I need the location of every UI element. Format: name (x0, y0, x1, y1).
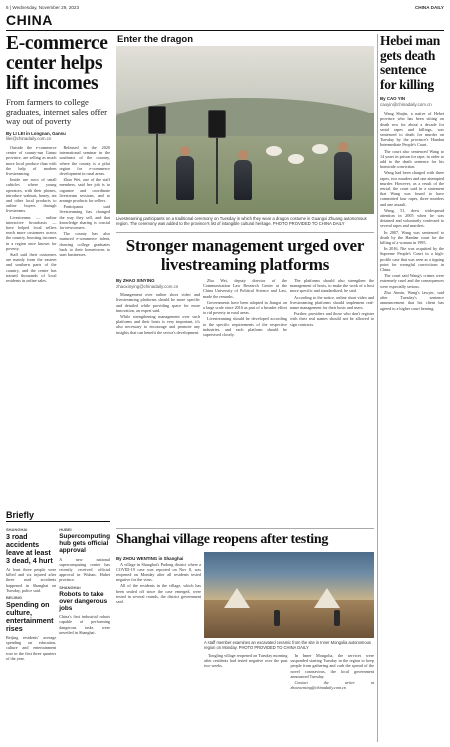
tripod-stand (156, 134, 158, 204)
brief-city: SHANGHAI (59, 584, 81, 590)
excavation-photo[interactable] (204, 552, 374, 638)
lead-paragraph: Livestreams — online interactive broadcasts — have helped local sellers reach more customers across the country, boosting incomes in a region once known for poverty. (6, 214, 57, 251)
lead-byline-email[interactable]: lilei@chinadaily.com.cn (6, 136, 52, 142)
lead-byline (6, 131, 110, 142)
shanghai-paragraph: Tongling village reopened on Tuesday morning after residents had tested negative over the past two weeks. (204, 653, 288, 669)
person-figure (234, 160, 252, 200)
hebei-story (380, 34, 444, 312)
lead-paragraph: Released in the 2020 international seminar in the southeast of the country, where the county is a pilot region for e-commerce development in rural areas. (59, 144, 110, 176)
hebei-headline[interactable]: Hebei man gets death sentence for killing (380, 33, 440, 92)
livestream-paragraph: According to the notice, online short video and livestreaming platforms should implement real-name management for their hosts and users. (290, 294, 374, 311)
livestream-paragraph: Management over online short video and livestreaming platforms should be more specific and detailed while providing space for more innovation, an expert said. (116, 292, 200, 313)
hebei-byline-email[interactable]: caoyin@chinadaily.com.cn (380, 101, 432, 107)
lead-paragraph: Inside are rows of small cubicles where young operators, with their phones, introduce walnuts, honey, tea and other local products to online buyers through livestreams. (6, 177, 57, 214)
lead-headline[interactable]: E-commerce center helps lift incomes (6, 33, 108, 94)
tent-shape (224, 588, 250, 608)
sheep-figure (312, 144, 328, 154)
brief-text: Beijing residents' average spending on education, culture and entertainment rose in the first three quarters of the year. (6, 635, 57, 661)
lead-story (6, 34, 110, 284)
paper-name: CHINA DAILY (414, 5, 444, 10)
shanghai-paragraph: All of the residents in the village, which has been sealed off since the case emerged, were tested in several rounds, the district government said. (116, 583, 201, 605)
lead-paragraph: Zhao Wei, one of the staff members, said her job is to organize and coordinate livestream sessions, and to arrange products for sellers. (59, 177, 110, 203)
hebei-paragraph: The court said Wang's crimes were extremely cruel and the consequences were especially serious. (380, 273, 444, 289)
brief-text: China's first industrial robots capable of performing dangerous tasks were unveiled in Shanghai. (59, 614, 110, 635)
person-figure (176, 156, 194, 200)
brief-headline[interactable]: 3 road accidents leave at least 3 dead, 4 hurt (6, 532, 53, 565)
briefly-section (6, 510, 110, 661)
hebei-paragraph: The court also sentenced Wang to 14 years in prison for rape, in order to add to the death sentence for his homicide conviction. (380, 148, 444, 170)
feature-photo[interactable] (116, 46, 374, 214)
divider (116, 528, 374, 529)
livestream-byline-name: By ZHAO XINYING (116, 278, 155, 283)
brief-city: BEIJING (6, 595, 23, 601)
feature-label: Enter the dragon (117, 34, 194, 45)
lead-paragraph: Participants said livestreaming has changed the way they sell, and that knowledge sharing is crucial for newcomers. (59, 204, 110, 231)
person-figure (334, 152, 352, 200)
shanghai-paragraph: In Inner Mongolia, the services were suspended starting Tuesday in the region to keep people from gathering and curb the spread of the novel coronavirus, the local government announced Tuesday. (290, 653, 374, 679)
hebei-byline-name: By CAO YIN (380, 96, 406, 101)
lead-paragraph: Staff said their customers are mainly from the eastern and southern parts of the country, and the center has trained thousands of local residents in online sales. (6, 252, 57, 284)
hebei-paragraph: In 2007, Wang was sentenced to death by the Handan court for the killing of a woman in 1995. (380, 229, 444, 246)
divider (116, 232, 374, 233)
tent-shape (314, 588, 340, 608)
livestream-paragraph: Zhu Wei, deputy director of the Communication Law Research Center at the China University of Political Science and Law, made the remarks. (203, 278, 287, 299)
livestream-headline[interactable]: Stronger management urged over livestreaming platforms (125, 236, 365, 274)
brief-text: At least three people were killed and six injured after three road accidents happened in Shanghai on Tuesday, police said. (6, 567, 57, 593)
shanghai-headline[interactable]: Shanghai village reopens after testing (116, 532, 329, 547)
lead-paragraph: Outside the e-commerce center of county-run Gansu province, are selling as much more local produce than with the help of modern livestreaming. (6, 144, 57, 176)
hebei-paragraph: Wang, 51, drew widespread attention in 2005 when he was detained and voluntarily confessed to several rapes and murders. (380, 207, 444, 229)
brief-headline[interactable]: Spending on culture, entertainment rises (6, 600, 54, 634)
livestream-byline (116, 278, 200, 289)
hebei-paragraph: Wang had been charged with three rapes, two murders and one attempted murder. However, as a result of the retrial, the court said in a statement that Wang was found to have committed four rapes, three murders and one assault. (380, 170, 444, 207)
phone-on-stand (148, 106, 166, 134)
brief-city: SHANGHAI (6, 527, 28, 532)
lead-subhead: From farmers to college graduates, internet sales offer way out of poverty (6, 97, 108, 127)
shanghai-paragraph: A village in Shanghai's Pudong district where a COVID-19 case was reported on Nov 8, was reopened on Monday after all residents tested negative for the virus. (116, 561, 201, 583)
feature-caption: Livestreaming participants on a traditional ceremony on Tuesday in which they wear a dragon costume in Guangxi Zhuang autonomous region. The ceremony was added to the province's list of intangible cultural heritage. PHOTO PROVIDED TO CHINA DAILY (116, 216, 367, 227)
briefly-title: Briefly (6, 510, 110, 522)
hebei-byline (380, 96, 444, 107)
tripod-stand (216, 134, 218, 204)
shanghai-byline: By ZHOU WENTING in Shanghai (116, 556, 184, 561)
hebei-body (380, 111, 444, 311)
phone-on-stand (208, 110, 226, 138)
livestream-byline-email[interactable]: zhaoxinying@chinadaily.com.cn (116, 283, 179, 289)
top-bar (6, 3, 444, 12)
brief-city: HUBEI (59, 527, 72, 532)
column-divider (377, 34, 378, 742)
person-figure (334, 610, 340, 626)
hebei-paragraph: Wang Shujin, a native of Hebei province who has been sitting on death row for about a decade for serial rapes and killings, was sentenced to death for murder on Tuesday by the province's Handan Intermediate People's Court. (380, 111, 444, 148)
lead-body (6, 145, 110, 284)
section-heading: CHINA (6, 12, 53, 28)
livestream-paragraph: The platforms should also strengthen the management of hosts, to make the work of a host more specific and standardized, he said. (290, 278, 374, 294)
livestream-paragraph: Livestreaming should be developed according to the specific requirements of the respective industries, and each platform should be supervised closely. (203, 316, 287, 338)
hebei-paragraph: Zhu Aimin, Wang's lawyer, said after Tuesday's sentence announcement that his client has agreed to a higher court hearing. (380, 289, 444, 311)
brief-text: A new national supercomputing center has recently received official approval in Wuhan, Hubei province. (59, 556, 110, 583)
sheep-figure (288, 154, 304, 164)
date-line: 6 | Wednesday, November 29, 2023 (6, 5, 80, 10)
lead-paragraph: The county has also nurtured e-commerce talent, drawing college graduates back to their hometowns to start businesses. (59, 231, 110, 258)
shanghai-story (116, 552, 374, 691)
sheep-figure (266, 146, 282, 156)
brief-headline[interactable]: Supercomputing hub gets official approval (59, 533, 110, 555)
header-divider (6, 30, 444, 31)
livestream-story (116, 278, 374, 338)
livestream-paragraph: Governments have been adopted in Jiangxi on a large scale since 2016 as part of a broader effort to rid poverty in rural areas. (203, 299, 287, 316)
livestream-paragraph: While strengthening management over such platforms and their hosts is very important, it's also necessary to encourage and promote any insights that can benefit the sector's development. (116, 314, 200, 335)
lead-byline-name: By LI LEI in Longnan, Gansu (6, 130, 66, 136)
person-figure (274, 610, 280, 626)
shanghai-contact[interactable]: Contact the writer at zhouwenting@chinadaily.com.cn (290, 680, 374, 691)
hebei-paragraph: In 2016, Nie was acquitted by the Supreme People's Court in a high-profile case that was seen as a tipping point for wrongful convictions in China. (380, 246, 444, 273)
excavation-caption: A staff member examines an excavated ceramic from the site in Inner Mongolia autonomous region on Monday. PHOTO PROVIDED TO CHINA DAILY (204, 640, 371, 650)
livestream-paragraph: Further, providers and those who don't register with their real names should not be allowed to sign contracts. (290, 311, 374, 327)
brief-headline[interactable]: Robots to take over dangerous jobs (59, 590, 108, 613)
